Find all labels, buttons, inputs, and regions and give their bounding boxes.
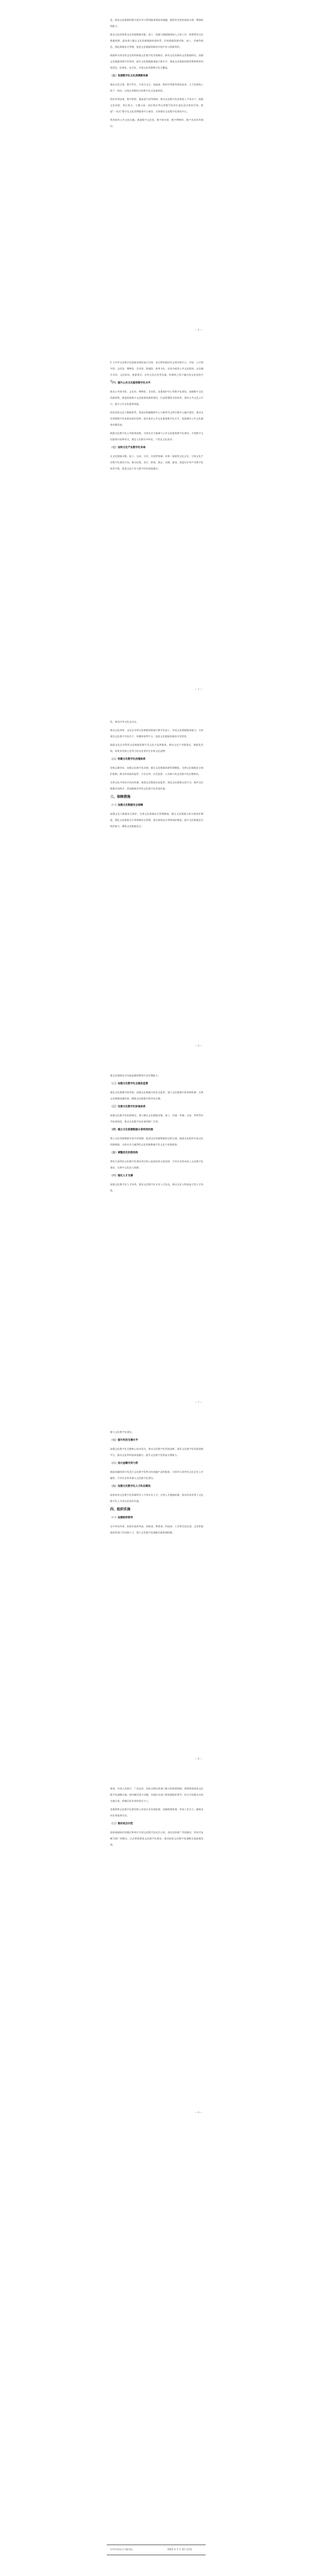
body-paragraph: 强文化数据安全风险监测预警和应急处置能力。	[110, 1074, 161, 1077]
body-paragraph: 鼓励文化企业利用文化数据资源开发文化产品和服务，推动文化产业链条化、集群化发展，培育具有核心竞争力的文化领军企业和文化品牌。	[110, 743, 203, 752]
page-number: — 7 —	[194, 1401, 202, 1404]
document-page-section	[0, 702, 309, 1047]
body-paragraph: 依托有线电视、数字影院、超高清大屏等载体，推动文化数字化成果进入千家万户。鼓励文化场馆、景区景点、主题公园、园区街区等运用数字技术打造沉浸式体验空间，推进“一站式”数字化文化消费服务平台建设，支持建设文化数字化体验中心。	[110, 98, 203, 113]
section-heading: （八）加大金融支持力度	[110, 1462, 138, 1465]
page-number: — 5 —	[194, 688, 202, 691]
body-paragraph: 将符合条件的文化数字化建设项目纳入政府投资支持范围，引导社会资本投入文化数字化建设，完善多元化投入机制。	[110, 1160, 203, 1169]
body-paragraph: 参与文化数字化建设。	[110, 1431, 134, 1433]
section-heading: （九）加强文化数字化人才队伍建设	[110, 1485, 151, 1488]
body-paragraph: 发，推动中华文化走出去。	[110, 720, 139, 723]
section-heading: （七）提升科技支撑水平	[110, 1439, 138, 1442]
page-number: — 4 —	[194, 328, 202, 331]
section-heading: （六）提升公共文化服务数字化水平	[110, 382, 151, 385]
section-heading: （三）完善文化数字化标准体系	[110, 1106, 146, 1108]
body-paragraph: 推动文化机构、文化企业将文化数据资源进行数字化加工，形成文化数据服务能力。支持建设文化数字内容生产、传播和消费平台，促进文化数据资源的开发利用。	[110, 729, 203, 738]
footer-print-date: 2022 年 5 月 20 日印发	[167, 2548, 193, 2551]
section-heading: （七）加快文化产业数字化布局	[110, 446, 146, 449]
body-paragraph: 源部、中国人民银行、广电总局、国家文物局等部门参与的协调机制，统筹推进国家文化数字化战略实施，研究解决重大问题，各地区各部门要加强组织领导，结合实际制定具体实施方案，明确目标任务和责任分工。	[110, 1787, 203, 1802]
body-paragraph: 在中央宣传部、国家发展改革委、财政部、教育部、科技部、工业和信息化部、文化和旅游部等部门共同参与下，建立文化数字化战略实施协调机制。	[110, 1525, 203, 1534]
document-page-section	[0, 1412, 309, 1760]
body-paragraph: 加快培养文化数字化领域领军人才和专业人才，完善人才激励机制，推动形成有利于文化数字化人才成长的良好环境。	[110, 1493, 203, 1502]
section-heading: （五）调整优化投资结构	[110, 1152, 138, 1154]
body-paragraph: 利用现有公共文化设施，推进数字文化馆、数字图书馆、数字博物馆、数字美术馆等建设。	[110, 118, 203, 127]
body-paragraph: 建立文化资源数据开放共享机制，推进文化资源数据的互联互通，鼓励文化机构开放文化资源数据，支持社会力量利用文化资源数据开发文化产品和服务。	[110, 1137, 203, 1146]
body-paragraph: 加强文化大数据安全保护，完善文化数据安全管理制度，健全文化数据分类分级保护制度，强化文化数据全生命周期安全管理，落实网络安全等级保护制度，提升文化数据安全防护能力，确保文化数据安全。	[110, 812, 203, 828]
page-number: — 8 —	[194, 1757, 202, 1760]
section-heading: （六）强化人才支撑	[110, 1175, 133, 1177]
section-heading: 四、组织实施	[110, 1508, 131, 1511]
body-paragraph: 推动公共图书馆、文化馆、博物馆、美术馆、非遗保护中心等数字化建设，加强数字文化资源供给，推进国家数字文化服务资源库建设，打造智慧图书馆体系，建设公共文化云平台，提升公共文化服务效能。	[110, 390, 203, 405]
body-paragraph: 扩大中华文化数字化创新成果的展示空间，充分利用新时代文明实践中心、学校、公共图书馆、文化馆、博物馆、美术馆、影剧院、新华书店、农家书屋等公共文化机构，以及城市书房、文化驿站、旅游景区、农村文化礼堂等设施，构建线上线下融合的文化体验空间。	[110, 361, 203, 382]
document-page-section	[0, 1769, 309, 2114]
section-heading: （四）建立文化资源数据分享利用机制	[110, 1129, 153, 1131]
footer-issuer: 中共中央办公厅秘书局	[110, 2548, 133, 2551]
section-heading: （五）发展数字化文化消费新场景	[110, 75, 148, 77]
body-paragraph: 坚持正确导向，加强文化数字化治理，健全文化数据资源管理制度，完善文化数据安全保护机制，推动形成政府监管、行业自律、社会监督、公众参与的文化数字化治理格局。	[110, 766, 203, 775]
page-number: — 9 —	[194, 2111, 202, 2114]
document-page-section	[0, 0, 309, 331]
body-paragraph: 鼓励金融机构开发适合文化数字化特点的金融产品和服务，支持符合条件的文化企业上市融资，引导社会资本参与文化数字化建设。	[110, 1470, 203, 1479]
body-paragraph: 加强文化数字化标准制定，建立健全文化数据采集、加工、存储、传输、交易、利用等环节标准规范，推动文化数字化标准的推广应用。	[110, 1114, 203, 1123]
body-paragraph: 选择基础较好的地区和单位开展文化数字化试点示范，及时总结推广经验做法，形成可复制可推广的模式，以点带面推进文化数字化建设，推动国家文化数字化战略全面落地见效。	[110, 1831, 203, 1846]
page-number: — 6 —	[194, 1044, 202, 1047]
body-paragraph: 集成全息呈现、数字孪生、多语言交互、高逼真、跨时空等新型体验技术，大力发展线上线下一体化、在线在场相结合的数字化文化新体验。	[110, 83, 203, 92]
body-paragraph: 鼓励和支持各类文化机构探索文化数字化发展路径，推动文化资源向文化数据转化，加强文化数据资源开发利用，提升文化数据服务能力和水平，推进文化数据资源管理和利用的规范化、标准化、安全化，实现文化资源数字化全覆盖。	[110, 54, 203, 69]
body-paragraph: 在文化数据采集、加工、交易、分发、呈现等领域，培育一批新型文化企业，引领文化产业数字化建设方向。推动出版、发行、影视、演艺、动漫、游戏、创意设计等产业数字化转型升级，促进文化产业与数字经济深度融合。	[110, 455, 203, 470]
body-paragraph: 依托国家文化大数据体系，推进县级融媒体中心与新时代文明实践中心融合建设，推动文化资源数字化成果向基层延伸，提升基层公共文化服务数字化水平，促进城乡公共文化服务均衡发展。	[110, 411, 203, 426]
section-heading: （二）加强文化数字化全链条监管	[110, 1083, 148, 1085]
body-paragraph: 各地要将文化数字化建设纳入经济社会发展规划，加强统筹协调，形成工作合力，确保各项任务落到实处。	[110, 1808, 203, 1817]
body-paragraph: 完善文化市场综合执法机制，加强文化数据交易监管，规范文化数据交易行为，维护文化数据市场秩序，营造健康有序的文化数字化发展环境。	[110, 781, 203, 790]
section-heading: （八）构建文化数字化治理体系	[110, 758, 146, 761]
document-page-section	[0, 342, 309, 691]
section-heading: （一）加强文化数据安全保障	[110, 804, 143, 807]
body-paragraph: 加强文化数字化关键核心技术攻关，推动文化数字化科技创新，建设文化数字化科技创新平台，推动文化和科技深度融合，提升文化数字化科技支撑能力。	[110, 1447, 203, 1456]
document-page-section	[0, 1056, 309, 1404]
section-heading: （二）推动试点示范	[110, 1823, 133, 1825]
body-paragraph: 加强文化数字化人才培养，建设文化数字化专业人才队伍，推动文化与科技复合型人才培养。	[110, 1183, 203, 1192]
section-heading: （一）加强组织领导	[110, 1517, 133, 1519]
body-paragraph: 鼓励文化数字化公共服务创新，支持社会力量参与公共文化服务数字化建设，丰富数字文化服务内容和形式，满足人民群众多样化、个性化文化需求。	[110, 432, 203, 441]
body-paragraph: 强化文化数据内容审核，加强文化数据内容安全监管，建立文化数据内容审核机制，完善文化数据质量标准，确保文化数据内容导向正确。	[110, 1091, 203, 1100]
section-heading: 三、保障措施	[110, 795, 131, 799]
body-paragraph: 推动文化机构将文化资源数据采集、加工、挖掘与数据服务纳入日常工作，统筹利用文化数据资源，逐步建立健全文化资源数据标准体系，形成数据资源采集、加工、存储等规范，强化数据安全管理，促进文化数据资源的开放共享与创新利用。	[110, 33, 203, 48]
body-paragraph: 优，政府文化数据资源开放共享与利用服务将高效便捷，提供更完善的基础支撑，增强供给能力。	[110, 19, 203, 28]
